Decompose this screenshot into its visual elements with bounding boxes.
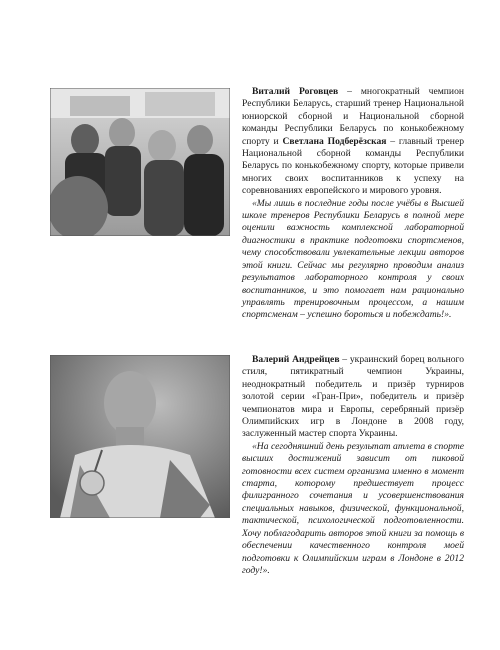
podberezskaya-description: – главный тренер Национальной сборной команды Республики Беларусь по конькобежному спорту, которые привели многих своих воспитанников к успеху на соревнованиях европейского и мирового уровня. — [242, 135, 464, 197]
andreitsev-description: – украинский борец вольного стиля, пятикратный чемпион Украины, неоднократный победитель и призёр турниров золотой серии «Гран-При», победитель и призёр чемпионатов мира и Европы, серебряный призёр Олимпийских игр в Лондоне в 2008 году, заслуженный мастер спорта Украины. — [242, 354, 464, 440]
rogovtsev-description: – многократный чемпион Республики Беларусь, старший тренер Национальной юниорской сборной и Национальной сборной команды Республики Беларусь по конькобежному спорту и — [242, 86, 464, 147]
wrestler-text-block — [242, 354, 464, 577]
coaches-text-block — [242, 86, 464, 322]
coaches-description — [242, 86, 464, 198]
person-name-rogovtsev: Виталий Роговцев — [252, 86, 339, 97]
coaches-quote: «Мы лишь в последние годы после учёбы в Высшей школе тренеров Республики Беларусь в полной мере оценили важность комплексной лабораторной диагностики в практике подготовки спортсменов, чему способствовали увлекательные лекции авторов этой книги. Сейчас мы регулярно проводим анализ результатов лабораторного контроля у своих воспитанников, и это помогает нам рационально управлять тренировочным процессом, а нашим спортсменам – успешно бороться и побеждать!». — [242, 197, 464, 321]
wrestler-andreitsev-photo — [50, 355, 230, 518]
person-name-andreitsev: Валерий Андрейцев — [252, 354, 340, 365]
person-name-podberezskaya: Светлана Подберёзская — [282, 135, 387, 147]
speed-skating-coaches-photo — [50, 88, 230, 236]
wrestler-description — [242, 354, 464, 441]
wrestler-quote: «На сегодняшний день результат атлета в спорте высших достижений зависит от пиковой готовности всех систем организма именно в момент старта, которому предшествует процесс филигранного сочетания и усовершенствования специальных навыков, физической, функциональной, тактической, психологической подготовленности. Хочу поблагодарить авторов этой книги за помощь в обеспечении качественного контроля моей подготовки к Олимпийским играм в Лондоне в 2012 году!». — [242, 440, 464, 576]
